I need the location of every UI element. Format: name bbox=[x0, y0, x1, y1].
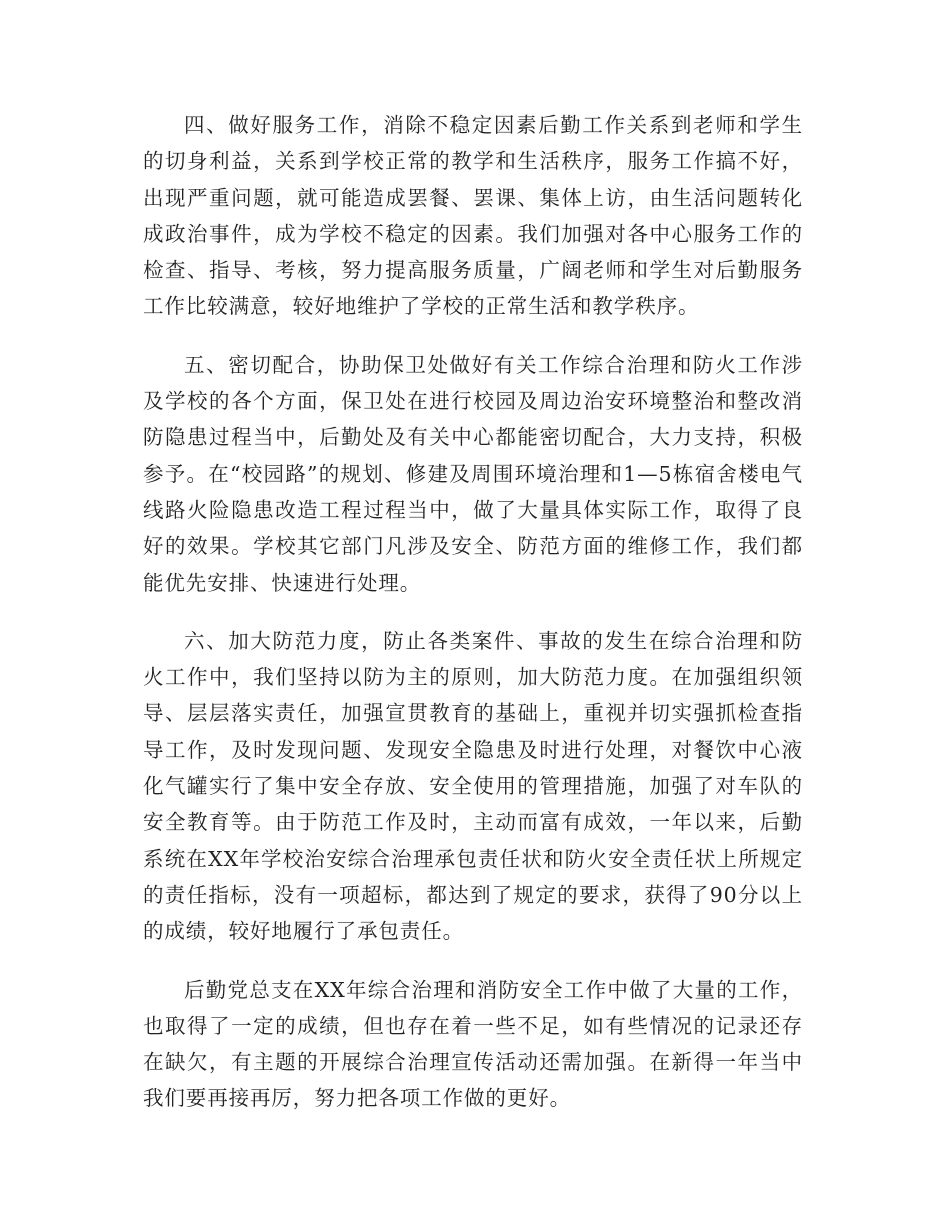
paragraph-cooperation: 五、密切配合，协助保卫处做好有关工作综合治理和防火工作涉及学校的各个方面，保卫处在进行校园及周边治安环境整治和整改消防隐患过程当中，后勤处及有关中心都能密切配合，大力支持，积极参予。在“校园路”的规划、修建及周围环境治理和1—5栋宿舍楼电气线路火险隐患改造工程过程当中，做了大量具体实际工作，取得了良好的效果。学校其它部门凡涉及安全、防范方面的维修工作，我们都能优先安排、快速进行处理。 bbox=[143, 352, 803, 595]
paragraph-prevention: 六、加大防范力度，防止各类案件、事故的发生在综合治理和防火工作中，我们坚持以防为主的原则，加大防范力度。在加强组织领导、层层落实责任，加强宣贯教育的基础上，重视并切实强抓检查指导工作，及时发现问题、发现安全隐患及时进行处理，对餐饮中心液化气罐实行了集中安全存放、安全使用的管理措施，加强了对车队的安全教育等。由于防范工作及时，主动而富有成效，一年以来，后勤系统在XX年学校治安综合治理承包责任状和防火安全责任状上所规定的责任指标，没有一项超标，都达到了规定的要求，获得了90分以上的成绩，较好地履行了承包责任。 bbox=[143, 628, 803, 944]
paragraph-summary: 后勤党总支在XX年综合治理和消防安全工作中做了大量的工作，也取得了一定的成绩，但也存在着一些不足，如有些情况的记录还存在缺欠，有主题的开展综合治理宣传活动还需加强。在新得一年当中我们要再接再厉，努力把各项工作做的更好。 bbox=[143, 977, 803, 1111]
document-body bbox=[143, 107, 803, 1117]
paragraph-service-work: 四、做好服务工作，消除不稳定因素后勤工作关系到老师和学生的切身利益，关系到学校正常的教学和生活秩序，服务工作搞不好，出现严重问题，就可能造成罢餐、罢课、集体上访，由生活问题转化成政治事件，成为学校不稳定的因素。我们加强对各中心服务工作的检查、指导、考核，努力提高服务质量，广阔老师和学生对后勤服务工作比较满意，较好地维护了学校的正常生活和教学秩序。 bbox=[143, 113, 803, 319]
